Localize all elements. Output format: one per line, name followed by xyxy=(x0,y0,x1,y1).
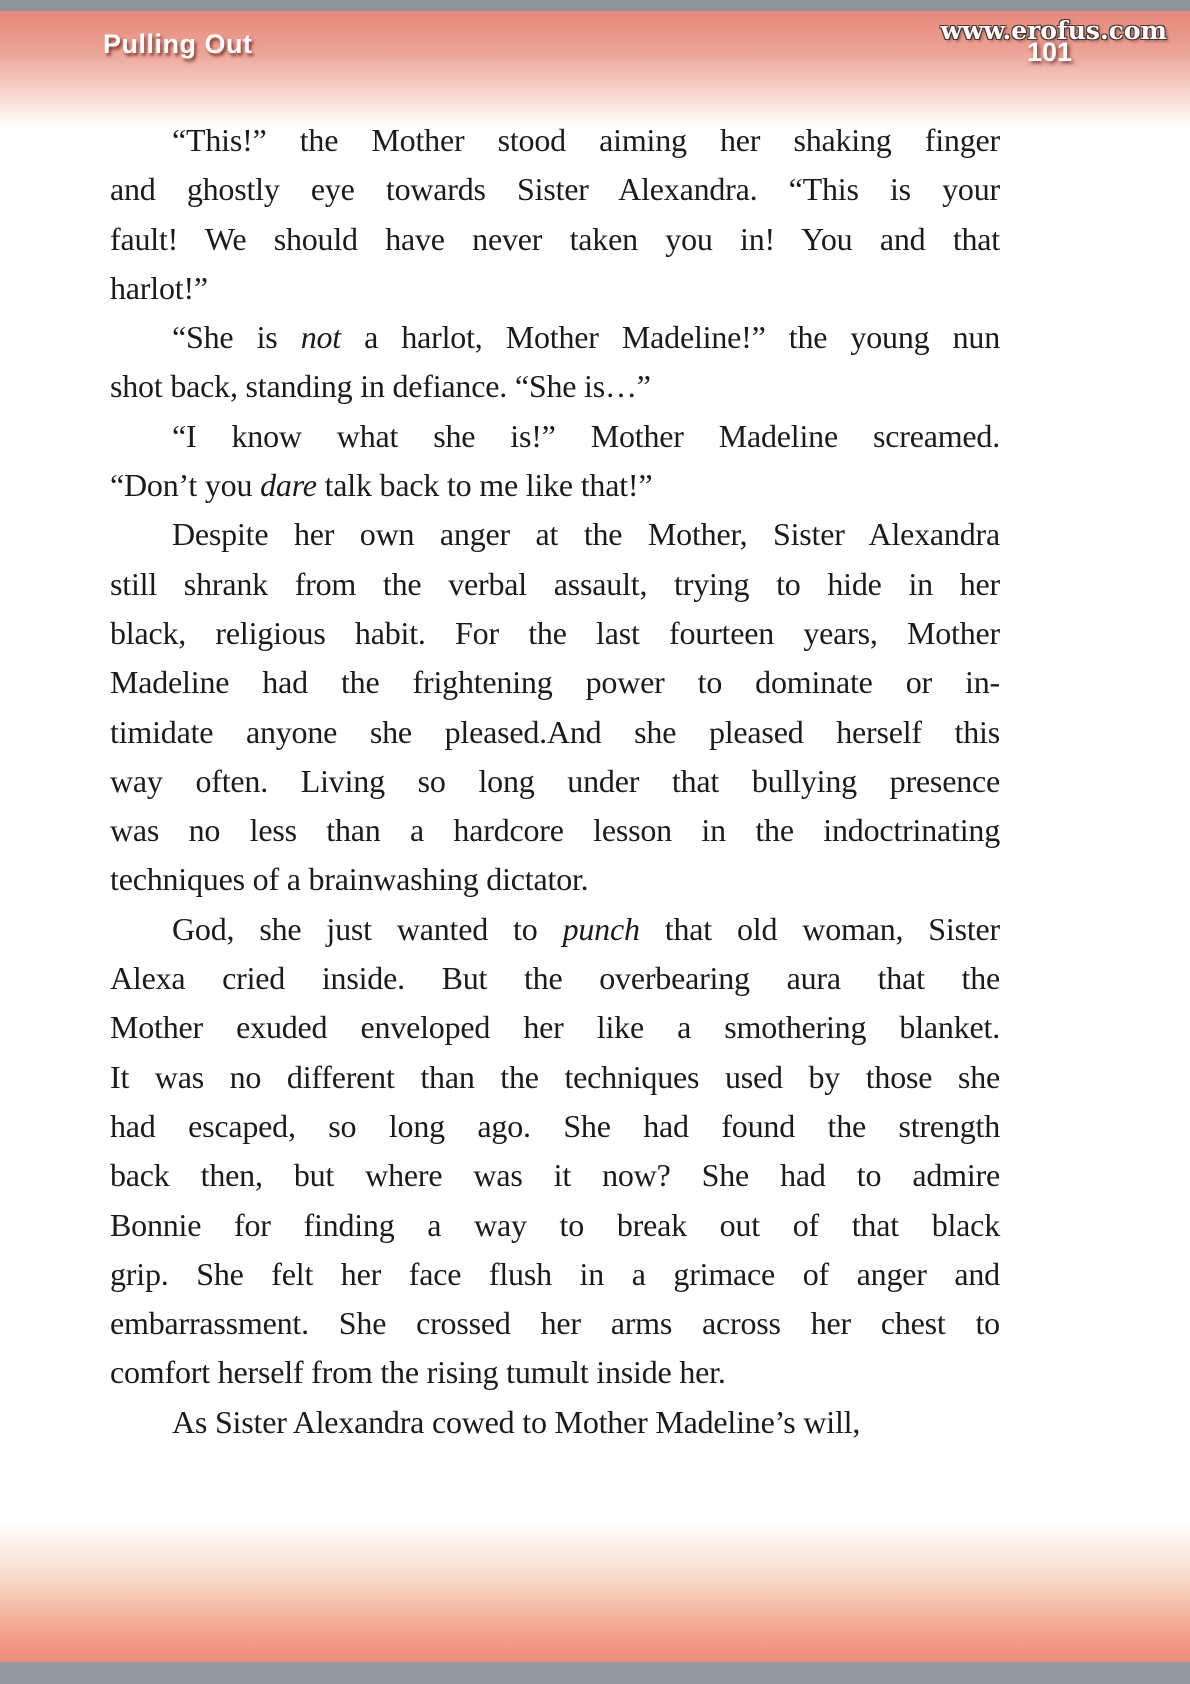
text-segment: “She is xyxy=(172,319,301,356)
text-segment: and ghostly eye towards Sister Alexandra. “This is your xyxy=(110,171,1000,208)
text-line xyxy=(110,1003,1000,1052)
text-segment: timidate anyone she pleased.And she pleased herself this xyxy=(110,713,1000,750)
text-line xyxy=(110,1250,1000,1299)
text-line xyxy=(110,1299,1000,1348)
watermark-text: www.erofus.com xyxy=(940,16,1167,45)
emphasized-text: dare xyxy=(260,467,317,504)
text-line xyxy=(110,708,1000,757)
text-segment: “This!” the Mother stood aiming her shaking finger xyxy=(172,122,1000,158)
text-line xyxy=(110,1348,1000,1397)
text-line xyxy=(110,461,1000,510)
text-line xyxy=(110,1102,1000,1151)
text-line xyxy=(110,560,1000,609)
text-segment: fault! We should have never taken you in! You and that xyxy=(110,220,1000,257)
text-line xyxy=(110,1053,1000,1102)
text-segment: It was no different than the techniques used by those she xyxy=(110,1058,1000,1095)
text-line xyxy=(110,855,1000,904)
text-segment: God, she just wanted to xyxy=(172,910,563,947)
text-segment: way often. Living so long under that bullying presence xyxy=(110,762,1000,799)
text-segment: As Sister Alexandra cowed to Mother Madeline’s will, xyxy=(172,1403,861,1440)
text-segment: harlot!” xyxy=(110,269,208,306)
page-number: 101 xyxy=(1026,37,1072,67)
text-line xyxy=(110,1398,1000,1447)
text-line xyxy=(110,806,1000,855)
text-segment: talk back to me like that!” xyxy=(316,467,653,504)
text-segment: still shrank from the verbal assault, trying to hide in her xyxy=(110,565,1000,602)
text-segment: a harlot, Mother Madeline!” the young nun xyxy=(340,319,1000,356)
emphasized-text: punch xyxy=(562,910,640,947)
text-segment: “I know what she is!” Mother Madeline screamed. xyxy=(172,417,1000,454)
text-segment: Mother exuded enveloped her like a smothering blanket. xyxy=(110,1009,1000,1046)
footer-gradient-band xyxy=(0,1522,1190,1662)
text-segment: was no less than a hardcore lesson in the indoctrinating xyxy=(110,812,1000,849)
text-line xyxy=(110,954,1000,1003)
top-gray-bar xyxy=(0,0,1190,11)
bottom-gray-bar xyxy=(0,1662,1190,1684)
text-segment: back then, but where was it now? She had to admire xyxy=(110,1157,1000,1194)
text-line xyxy=(110,264,1000,313)
text-segment: comfort herself from the rising tumult inside her. xyxy=(110,1354,726,1391)
emphasized-text: not xyxy=(300,319,341,356)
text-line xyxy=(110,313,1000,362)
text-line xyxy=(110,165,1000,214)
text-line xyxy=(110,362,1000,411)
text-segment: black, religious habit. For the last fourteen years, Mother xyxy=(110,614,1000,651)
text-segment: grip. She felt her face flush in a grimace of anger and xyxy=(110,1255,1000,1292)
chapter-title: Pulling Out xyxy=(103,29,253,59)
text-line xyxy=(110,510,1000,559)
text-line xyxy=(110,215,1000,264)
text-segment: had escaped, so long ago. She had found the strength xyxy=(110,1107,1000,1144)
text-segment: shot back, standing in defiance. “She is…” xyxy=(110,368,651,405)
text-line xyxy=(110,609,1000,658)
text-segment: Alexa cried inside. But the overbearing aura that the xyxy=(110,960,1000,997)
text-line xyxy=(110,1151,1000,1200)
text-segment: embarrassment. She crossed her arms across her chest to xyxy=(110,1305,1000,1342)
text-segment: Despite her own anger at the Mother, Sister Alexandra xyxy=(172,516,1000,553)
text-line xyxy=(110,905,1000,954)
text-line xyxy=(110,658,1000,707)
text-segment: Bonnie for finding a way to break out of that black xyxy=(110,1206,1000,1243)
text-line xyxy=(110,412,1000,461)
text-segment: “Don’t you xyxy=(110,467,261,504)
text-segment: techniques of a brainwashing dictator. xyxy=(110,861,589,898)
text-line xyxy=(110,116,1000,165)
text-line xyxy=(110,1201,1000,1250)
body-text xyxy=(110,116,1000,1447)
text-segment: that old woman, Sister xyxy=(639,910,1000,947)
text-line xyxy=(110,757,1000,806)
text-segment: Madeline had the frightening power to dominate or in- xyxy=(110,664,1000,701)
